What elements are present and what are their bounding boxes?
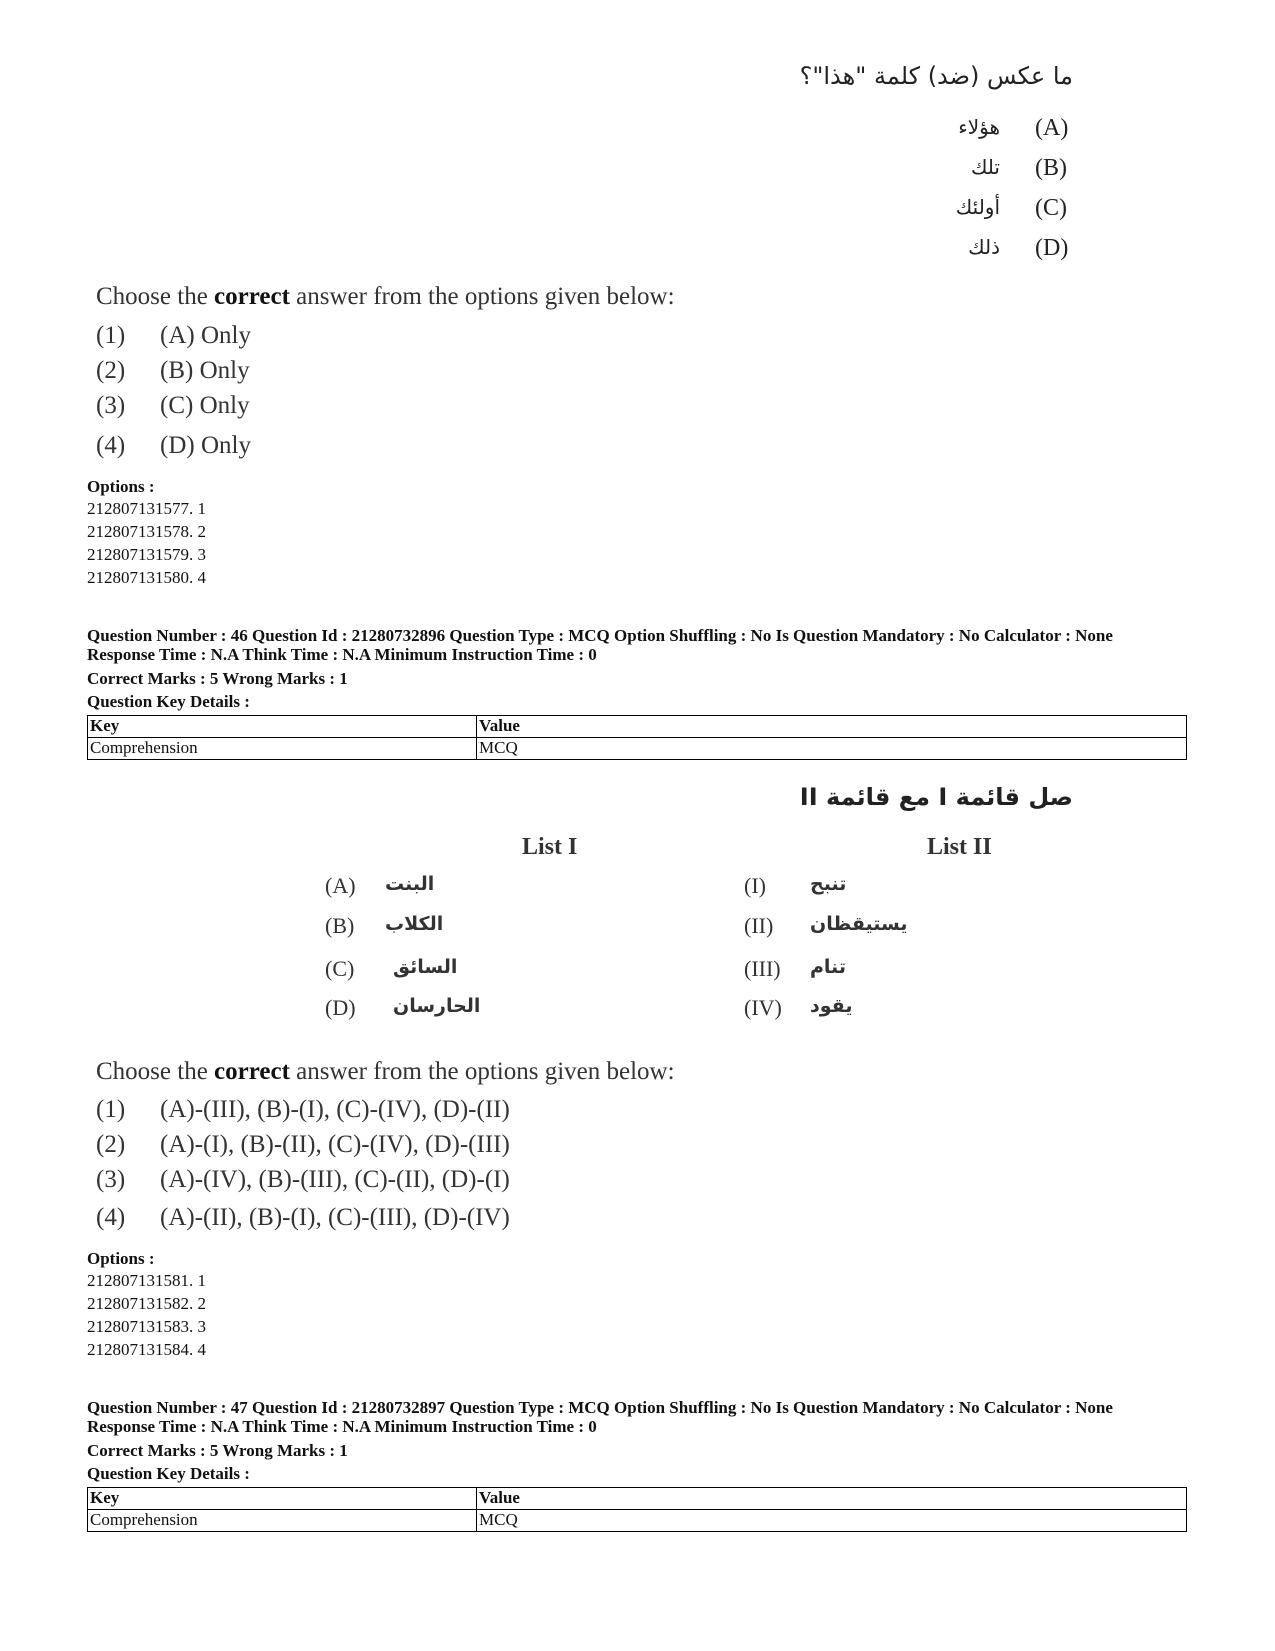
q46-meta-line1: Question Number : 46 Question Id : 21280732896 Question Type : MCQ Option Shuffling : No Is Question Mandatory : No Calculator : None [87,626,1113,645]
q46-meta-line2: Response Time : N.A Think Time : N.A Minimum Instruction Time : 0 [87,645,597,664]
q46-question-text: صل قائمة I مع قائمة II [799,783,1073,811]
q46-list1-item-c: (C) السائق [325,956,458,981]
q45-option-2: 212807131578. 2 [87,522,206,541]
q45-answer-1: (1) (A) Only [96,322,251,349]
q45-option-1: 212807131577. 1 [87,499,206,518]
q46-list2-item-i: (I) تنبح [744,873,847,898]
q46-answer-4: (4) (A)-(II), (B)-(I), (C)-(III), (D)-(IV) [96,1204,510,1231]
table-cell-key: Comprehension [88,738,477,760]
q46-list1-item-d: (D) الحارسان [325,995,481,1020]
q46-option-1: 212807131581. 1 [87,1271,206,1290]
table-cell-key: Comprehension [88,1510,477,1532]
table-row [88,738,1187,760]
q46-key-details-label: Question Key Details : [87,692,250,711]
q45-options-label: Options : [87,477,155,496]
q46-list1-title: List I [522,834,578,860]
q47-key-table [87,1487,1187,1532]
q46-list2-item-ii: (II) يستيقظان [744,913,908,938]
q47-marks: Correct Marks : 5 Wrong Marks : 1 [87,1441,348,1460]
q46-choose-instruction: Choose the correct answer from the options given below: [96,1058,675,1085]
q46-list1-item-b: (B) الكلاب [325,913,444,938]
q45-answer-4: (4) (D) Only [96,432,251,459]
table-row [88,1510,1187,1532]
q46-list1-item-a: (A) البنت [325,873,435,898]
q45-option-3: 212807131579. 3 [87,545,206,564]
q45-item-b: (B) تلك [970,155,1067,181]
q46-option-2: 212807131582. 2 [87,1294,206,1313]
q46-key-table [87,715,1187,760]
table-row [88,1488,1187,1510]
q45-answer-2: (2) (B) Only [96,357,250,384]
table-header-key: Key [88,716,477,738]
q45-choose-instruction: Choose the correct answer from the options given below: [96,283,675,310]
q45-item-d: (D) ذلك [968,235,1069,261]
q47-meta-line2: Response Time : N.A Think Time : N.A Minimum Instruction Time : 0 [87,1417,597,1436]
table-cell-value: MCQ [477,738,1187,760]
q46-list2-title: List II [927,834,992,860]
q46-answer-2: (2) (A)-(I), (B)-(II), (C)-(IV), (D)-(III) [96,1131,510,1158]
q46-options-label: Options : [87,1249,155,1268]
q46-option-4: 212807131584. 4 [87,1340,206,1359]
q46-list2-item-iii: (III) تنام [744,956,846,981]
q45-option-4: 212807131580. 4 [87,568,206,587]
q45-question-text: ما عكس (ضد) كلمة "هذا"؟ [799,62,1073,90]
q46-answer-3: (3) (A)-(IV), (B)-(III), (C)-(II), (D)-(I) [96,1166,510,1193]
table-row [88,716,1187,738]
q47-key-details-label: Question Key Details : [87,1464,250,1483]
q46-marks: Correct Marks : 5 Wrong Marks : 1 [87,669,348,688]
q47-meta-line1: Question Number : 47 Question Id : 21280732897 Question Type : MCQ Option Shuffling : No Is Question Mandatory : No Calculator : None [87,1398,1113,1417]
q46-option-3: 212807131583. 3 [87,1317,206,1336]
q45-answer-3: (3) (C) Only [96,392,250,419]
table-header-value: Value [477,716,1187,738]
table-header-key: Key [88,1488,477,1510]
q46-list2-item-iv: (IV) يقود [744,995,853,1020]
q45-item-a: (A) هؤلاء [958,115,1069,141]
table-cell-value: MCQ [477,1510,1187,1532]
q45-item-c: (C) أولئك [955,195,1067,221]
table-header-value: Value [477,1488,1187,1510]
q46-answer-1: (1) (A)-(III), (B)-(I), (C)-(IV), (D)-(II) [96,1096,510,1123]
